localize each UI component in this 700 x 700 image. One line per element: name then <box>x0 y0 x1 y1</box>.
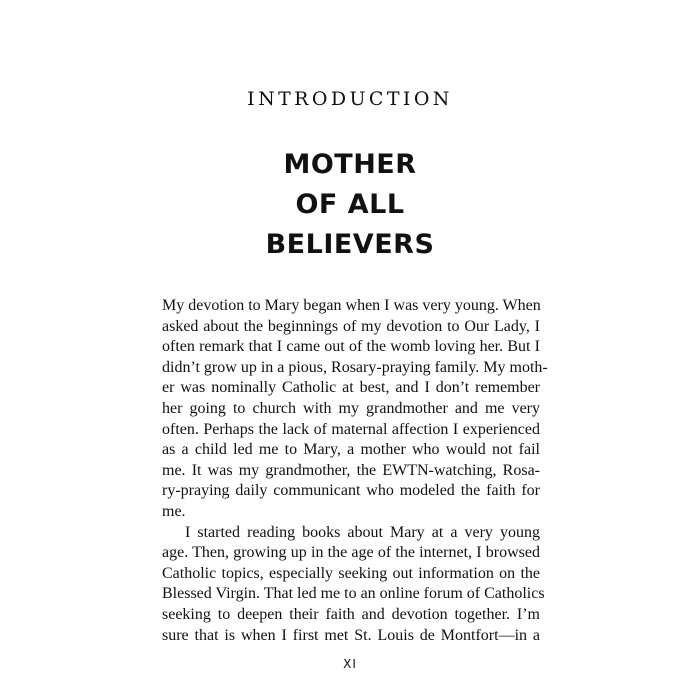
paragraph-1 <box>162 296 548 523</box>
text-line: sure that is when I first met St. Louis de Montfort—in a <box>162 626 540 644</box>
body-text <box>162 296 548 646</box>
text-line: age. Then, growing up in the age of the internet, I browsed <box>162 544 540 562</box>
text-line: I started reading books about Mary at a very young <box>185 523 540 541</box>
chapter-title <box>0 145 700 265</box>
text-line: as a child led me to Mary, a mother who would not fail <box>162 441 540 459</box>
page-number: XI <box>343 657 357 671</box>
chapter-title-line: OF ALL <box>295 189 405 220</box>
text-line: ry-praying daily communicant who modeled the faith for <box>162 482 540 500</box>
text-line: didn’t grow up in a pious, Rosary-praying family. My moth- <box>162 358 548 376</box>
chapter-title-line: MOTHER <box>283 149 417 180</box>
text-line: Blessed Virgin. That led me to an online forum of Catholics <box>162 585 545 603</box>
text-line: My devotion to Mary began when I was very young. When <box>162 297 541 314</box>
text-line: me. <box>162 502 186 520</box>
paragraph-2 <box>162 523 545 647</box>
text-line: seeking to deepen their faith and devotion together. I’m <box>162 605 540 623</box>
section-label: INTRODUCTION <box>247 88 453 110</box>
text-line: often. Perhaps the lack of maternal affection I experienced <box>162 420 540 438</box>
text-line: often remark that I came out of the womb loving her. But I <box>162 338 540 356</box>
text-line: er was nominally Catholic at best, and I don’t remember <box>162 379 540 397</box>
text-line: asked about the beginnings of my devotion to Our Lady, I <box>162 317 540 335</box>
text-line: me. It was my grandmother, the EWTN-watching, Rosa- <box>162 461 540 479</box>
text-line: Catholic topics, especially seeking out information on the <box>162 564 540 582</box>
chapter-title-line: BELIEVERS <box>265 229 435 260</box>
text-line: her going to church with my grandmother and me very <box>162 399 540 417</box>
